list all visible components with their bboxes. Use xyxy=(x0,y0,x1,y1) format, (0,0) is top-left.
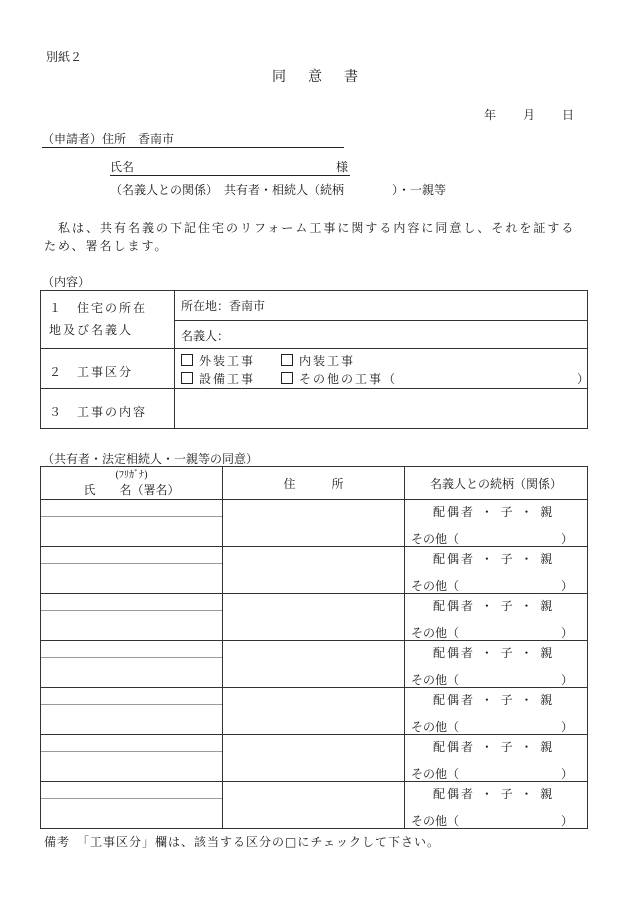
relation-options: 配偶者 ・ 子 ・ 親 xyxy=(433,787,555,801)
attachment-label: 別紙２ xyxy=(46,50,83,64)
signer-name-cell[interactable] xyxy=(41,782,223,829)
body-text-line-2: ため、署名します。 xyxy=(44,239,169,253)
opt-other-label: その他の工事（ xyxy=(299,372,398,386)
signer-address-cell[interactable] xyxy=(223,500,405,547)
location-cell[interactable] xyxy=(175,291,588,321)
relation-other-close: ） xyxy=(560,626,573,640)
address-underline xyxy=(42,147,344,148)
work-content-cell[interactable] xyxy=(175,389,588,429)
consent-row xyxy=(41,594,588,641)
furigana-divider xyxy=(41,798,222,799)
relation-line: （名義人との関係） 共有者・相続人（続柄 ）・一親等 xyxy=(110,183,447,197)
address-header-cell xyxy=(223,467,405,500)
relation-other-close: ） xyxy=(560,673,573,687)
signer-relation-cell[interactable] xyxy=(405,782,588,829)
checkbox-exterior[interactable] xyxy=(181,354,193,366)
opt-other-close: ） xyxy=(577,372,590,386)
furigana-divider xyxy=(41,516,222,517)
relation-other-close: ） xyxy=(560,720,573,734)
furigana-divider xyxy=(41,563,222,564)
signer-name-cell[interactable] xyxy=(41,735,223,782)
signer-relation-cell[interactable] xyxy=(405,594,588,641)
date-field: 年 月 日 xyxy=(484,108,576,122)
consent-row xyxy=(41,688,588,735)
work-type-label-cell xyxy=(41,349,175,389)
signer-address-cell[interactable] xyxy=(223,688,405,735)
checkbox-interior[interactable] xyxy=(281,354,293,366)
relation-other-label: その他（ xyxy=(411,626,460,640)
consent-row xyxy=(41,641,588,688)
content-heading: （内容） xyxy=(42,275,91,289)
signer-relation-cell[interactable] xyxy=(405,547,588,594)
relation-other-label: その他（ xyxy=(411,814,460,828)
relation-other-label: その他（ xyxy=(411,720,460,734)
signer-name-cell[interactable] xyxy=(41,641,223,688)
consent-row xyxy=(41,547,588,594)
relation-header-cell xyxy=(405,467,588,500)
signer-address-cell[interactable] xyxy=(223,547,405,594)
consent-table xyxy=(40,466,588,829)
work-content-label: ３ 工事の内容 xyxy=(49,405,148,419)
opt-equipment-label: 設備工事 xyxy=(199,372,256,386)
relation-options: 配偶者 ・ 子 ・ 親 xyxy=(433,505,555,519)
work-type-label: ２ 工事区分 xyxy=(49,365,134,379)
property-label-a: １ 住宅の所在 xyxy=(49,301,148,315)
furigana-divider xyxy=(41,657,222,658)
address-header: 住 所 xyxy=(283,477,344,491)
signer-name-cell[interactable] xyxy=(41,594,223,641)
name-label: 氏名 xyxy=(110,160,135,174)
consent-row xyxy=(41,735,588,782)
signer-address-cell[interactable] xyxy=(223,782,405,829)
body-text-line-1: 私は、共有名義の下記住宅のリフォーム工事に関する内容に同意し、それを証する xyxy=(44,221,576,235)
relation-other-label: その他（ xyxy=(411,673,460,687)
relation-options: 配偶者 ・ 子 ・ 親 xyxy=(433,740,555,754)
owner-label: 名義人： xyxy=(181,329,230,343)
name-underline xyxy=(110,175,350,176)
opt-exterior-label: 外装工事 xyxy=(199,354,256,368)
signer-address-cell[interactable] xyxy=(223,641,405,688)
signer-relation-cell[interactable] xyxy=(405,500,588,547)
relation-other-close: ） xyxy=(560,532,573,546)
note: 備考 「工事区分」欄は、該当する区分の□にチェックして下さい。 xyxy=(44,835,440,849)
signer-relation-cell[interactable] xyxy=(405,735,588,782)
consent-row xyxy=(41,782,588,829)
content-table xyxy=(40,290,588,429)
name-header: 氏 名（署名） xyxy=(83,483,180,497)
consent-heading: （共有者・法定相続人・一親等の同意） xyxy=(42,452,259,466)
furigana-divider xyxy=(41,751,222,752)
furigana-divider xyxy=(41,610,222,611)
signer-address-cell[interactable] xyxy=(223,594,405,641)
property-label-cell xyxy=(41,291,175,349)
signer-name-cell[interactable] xyxy=(41,500,223,547)
relation-other-label: その他（ xyxy=(411,579,460,593)
checkbox-other[interactable] xyxy=(281,372,293,384)
relation-other-label: その他（ xyxy=(411,532,460,546)
document-title: 同 意 書 xyxy=(272,69,362,85)
relation-other-close: ） xyxy=(560,814,573,828)
relation-options: 配偶者 ・ 子 ・ 親 xyxy=(433,599,555,613)
work-type-cell xyxy=(175,349,588,389)
furigana-divider xyxy=(41,704,222,705)
signer-address-cell[interactable] xyxy=(223,735,405,782)
relation-other-close: ） xyxy=(560,767,573,781)
name-header-cell xyxy=(41,467,223,500)
relation-other-close: ） xyxy=(560,579,573,593)
applicant-address-label: （申請者）住所 香南市 xyxy=(42,132,175,146)
furigana-label: (ﾌﾘｶﾞﾅ) xyxy=(115,470,148,481)
relation-options: 配偶者 ・ 子 ・ 親 xyxy=(433,646,555,660)
work-content-label-cell xyxy=(41,389,175,429)
signer-name-cell[interactable] xyxy=(41,688,223,735)
relation-header: 名義人との続柄（関係） xyxy=(429,477,562,491)
location-label: 所在地：香南市 xyxy=(181,299,266,313)
signer-name-cell[interactable] xyxy=(41,547,223,594)
relation-other-label: その他（ xyxy=(411,767,460,781)
relation-options: 配偶者 ・ 子 ・ 親 xyxy=(433,552,555,566)
property-label-b: 地及び名義人 xyxy=(49,323,134,337)
relation-options: 配偶者 ・ 子 ・ 親 xyxy=(433,693,555,707)
signer-relation-cell[interactable] xyxy=(405,641,588,688)
signer-relation-cell[interactable] xyxy=(405,688,588,735)
honorific: 様 xyxy=(336,160,349,174)
owner-cell[interactable] xyxy=(175,321,588,349)
checkbox-equipment[interactable] xyxy=(181,372,193,384)
opt-interior-label: 内装工事 xyxy=(299,354,356,368)
consent-row xyxy=(41,500,588,547)
